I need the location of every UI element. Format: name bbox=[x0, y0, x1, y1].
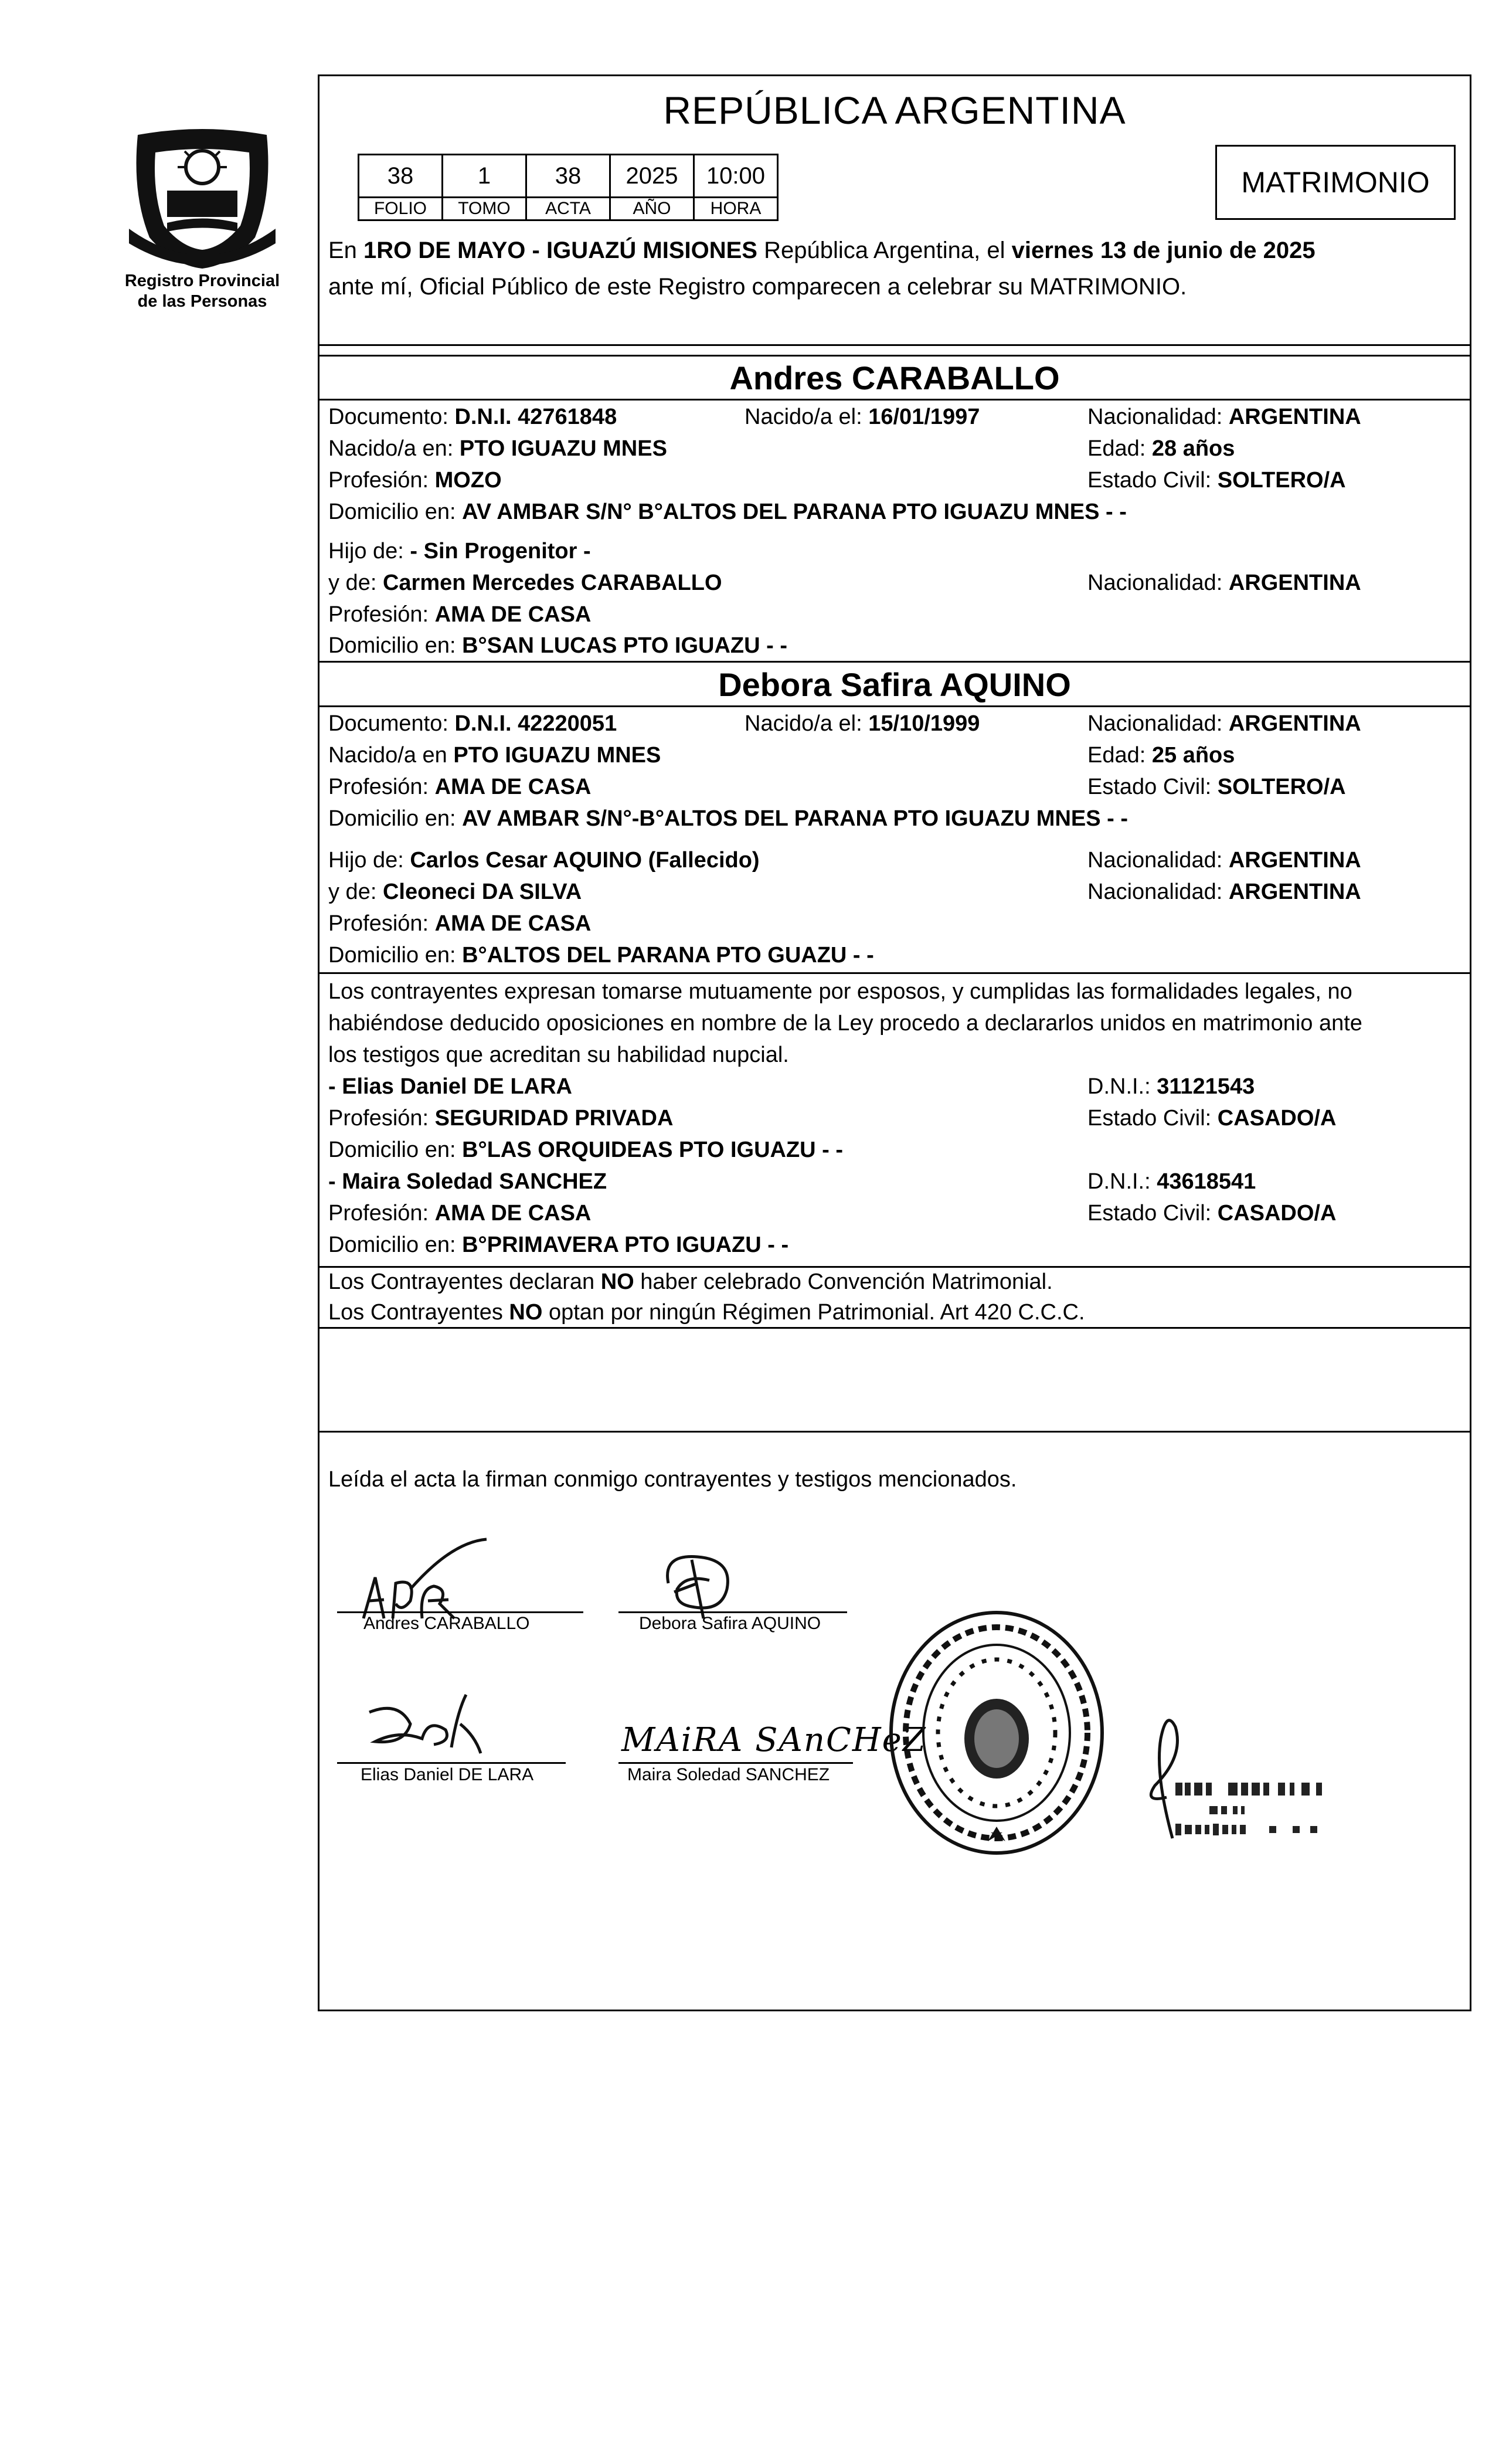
intro-date: viernes 13 de junio de 2025 bbox=[1011, 237, 1316, 263]
value: PTO IGUAZU MNES bbox=[453, 743, 661, 768]
label: D.N.I.: bbox=[1087, 1074, 1157, 1099]
witness1-name: - Elias Daniel DE LARA bbox=[328, 1074, 572, 1099]
divider bbox=[318, 661, 1471, 663]
party1-addr bbox=[328, 498, 1127, 525]
value: AMA DE CASA bbox=[434, 602, 592, 627]
value: ARGENTINA bbox=[1228, 848, 1361, 873]
party2-parent-prof bbox=[328, 910, 591, 937]
label: Estado Civil: bbox=[1087, 775, 1218, 799]
signature-elias-de-lara bbox=[363, 1689, 492, 1765]
value: AMA DE CASA bbox=[434, 1201, 592, 1226]
delegation-stamp bbox=[882, 1604, 1111, 1862]
value: AMA DE CASA bbox=[434, 775, 592, 799]
divider bbox=[318, 1327, 1471, 1329]
year-value: 2025 bbox=[610, 155, 694, 198]
signature-label-elias: Elias Daniel DE LARA bbox=[361, 1765, 534, 1784]
document-title: REPÚBLICA ARGENTINA bbox=[663, 89, 1126, 132]
party2-doc bbox=[328, 710, 617, 737]
label: y de: bbox=[328, 880, 383, 904]
witness2-dni bbox=[1087, 1168, 1256, 1195]
value: D.N.I. 42220051 bbox=[454, 711, 617, 736]
label: Nacionalidad: bbox=[1087, 880, 1229, 904]
divider bbox=[318, 972, 1471, 974]
label: Domicilio en: bbox=[328, 943, 463, 968]
intro-text: República Argentina, el bbox=[757, 237, 1012, 263]
acta-value: 38 bbox=[526, 155, 610, 198]
value: AV AMBAR S/N° B°ALTOS DEL PARANA PTO IGUAZU MNES - - bbox=[462, 500, 1127, 524]
official-name-stamp bbox=[1175, 1765, 1398, 1865]
registry-caption-line1: Registro Provincial bbox=[124, 271, 280, 290]
value: SEGURIDAD PRIVADA bbox=[434, 1106, 674, 1131]
value: ARGENTINA bbox=[1228, 711, 1361, 736]
party2-birthplace bbox=[328, 742, 661, 769]
party2-father bbox=[328, 847, 760, 874]
signature-label-debora: Debora Safira AQUINO bbox=[639, 1614, 821, 1633]
label: Nacido/a el: bbox=[745, 711, 869, 736]
value: SOLTERO/A bbox=[1217, 775, 1346, 799]
party2-addr bbox=[328, 805, 1128, 832]
party2-civil bbox=[1087, 773, 1346, 800]
regime-line2 bbox=[328, 1299, 1085, 1326]
intro-text: En bbox=[328, 237, 364, 263]
witness1-dni bbox=[1087, 1073, 1255, 1100]
intro-line2: ante mí, Oficial Público de este Registro comparecen a celebrar su MATRIMONIO. bbox=[328, 274, 1187, 300]
value: ARGENTINA bbox=[1228, 405, 1361, 429]
intro-line1 bbox=[328, 235, 1316, 266]
tomo-value: 1 bbox=[443, 155, 526, 198]
signature-andres-caraballo bbox=[352, 1530, 504, 1624]
value: B°LAS ORQUIDEAS PTO IGUAZU - - bbox=[462, 1138, 844, 1162]
witness2-name: - Maira Soledad SANCHEZ bbox=[328, 1169, 607, 1194]
party2-parent-addr bbox=[328, 942, 874, 969]
hour-value: 10:00 bbox=[694, 155, 778, 198]
label: Nacionalidad: bbox=[1087, 711, 1229, 736]
divider bbox=[318, 344, 1471, 346]
label: Hijo de: bbox=[328, 539, 410, 564]
no: NO bbox=[509, 1300, 543, 1325]
signature-line bbox=[337, 1611, 583, 1613]
party2-nat bbox=[1087, 710, 1361, 737]
value: CASADO/A bbox=[1217, 1201, 1337, 1226]
divider bbox=[318, 705, 1471, 707]
party1-civil bbox=[1087, 467, 1346, 494]
label: Documento: bbox=[328, 405, 455, 429]
value: AMA DE CASA bbox=[434, 911, 592, 936]
label: Profesión: bbox=[328, 775, 435, 799]
label: Nacionalidad: bbox=[1087, 848, 1229, 873]
value: PTO IGUAZU MNES bbox=[459, 436, 667, 461]
value: 43618541 bbox=[1157, 1169, 1256, 1194]
party1-age bbox=[1087, 435, 1235, 462]
folio-label: FOLIO bbox=[359, 198, 443, 220]
label: Domicilio en: bbox=[328, 500, 463, 524]
party2-father-nat bbox=[1087, 847, 1361, 874]
witness2-civil bbox=[1087, 1200, 1336, 1227]
party1-name: Andres CARABALLO bbox=[729, 359, 1060, 396]
witness1-addr bbox=[328, 1136, 843, 1163]
divider bbox=[318, 1431, 1471, 1433]
party1-mother-nat bbox=[1087, 569, 1361, 596]
value: ARGENTINA bbox=[1228, 571, 1361, 595]
party2-mother-nat bbox=[1087, 878, 1361, 905]
party2-prof bbox=[328, 773, 591, 800]
registry-caption bbox=[106, 271, 299, 312]
witness1-prof bbox=[328, 1105, 673, 1132]
label: Nacido/a en bbox=[328, 743, 454, 768]
declaration-line3: los testigos que acreditan su habilidad nupcial. bbox=[328, 1043, 789, 1067]
text: Los Contrayentes bbox=[328, 1300, 509, 1325]
label: Domicilio en: bbox=[328, 1138, 463, 1162]
divider bbox=[318, 355, 1471, 357]
label: Profesión: bbox=[328, 468, 435, 493]
label: Estado Civil: bbox=[1087, 468, 1218, 493]
value: 31121543 bbox=[1157, 1074, 1255, 1099]
registry-seal-logo bbox=[114, 111, 290, 276]
value: - Sin Progenitor - bbox=[410, 539, 591, 564]
signature-line bbox=[618, 1762, 853, 1764]
value: B°ALTOS DEL PARANA PTO GUAZU - - bbox=[462, 943, 874, 968]
value: ARGENTINA bbox=[1228, 880, 1361, 904]
label: Domicilio en: bbox=[328, 1233, 463, 1257]
party1-father bbox=[328, 538, 591, 565]
value: Cleoneci DA SILVA bbox=[382, 880, 582, 904]
label: Domicilio en: bbox=[328, 633, 463, 658]
label: Profesión: bbox=[328, 602, 435, 627]
party1-nat bbox=[1087, 403, 1361, 430]
value: B°PRIMAVERA PTO IGUAZU - - bbox=[462, 1233, 789, 1257]
signature-line bbox=[337, 1762, 566, 1764]
record-type-box: MATRIMONIO bbox=[1215, 145, 1456, 220]
value: SOLTERO/A bbox=[1217, 468, 1346, 493]
label: Nacionalidad: bbox=[1087, 405, 1229, 429]
label: Profesión: bbox=[328, 1201, 435, 1226]
regime-line1 bbox=[328, 1268, 1053, 1295]
label: Nacionalidad: bbox=[1087, 571, 1229, 595]
signature-line bbox=[618, 1611, 847, 1613]
label: Documento: bbox=[328, 711, 455, 736]
text: haber celebrado Convención Matrimonial. bbox=[634, 1270, 1053, 1294]
value: Carmen Mercedes CARABALLO bbox=[382, 571, 722, 595]
record-header-table bbox=[358, 154, 779, 221]
signature-maira-sanchez: MAiRA SAnCHeZ bbox=[621, 1721, 927, 1759]
divider bbox=[318, 399, 1471, 401]
tomo-label: TOMO bbox=[443, 198, 526, 220]
label: Hijo de: bbox=[328, 848, 410, 873]
label: Nacido/a en: bbox=[328, 436, 460, 461]
hour-label: HORA bbox=[694, 198, 778, 220]
party1-parent-prof bbox=[328, 601, 591, 628]
label: y de: bbox=[328, 571, 383, 595]
party1-mother bbox=[328, 569, 722, 596]
label: Profesión: bbox=[328, 1106, 435, 1131]
text: optan por ningún Régimen Patrimonial. Art 420 C.C.C. bbox=[542, 1300, 1085, 1325]
label: Profesión: bbox=[328, 911, 435, 936]
closing-text: Leída el acta la firman conmigo contrayentes y testigos mencionados. bbox=[328, 1467, 1017, 1492]
year-label: AÑO bbox=[610, 198, 694, 220]
party1-prof bbox=[328, 467, 502, 494]
text: Los Contrayentes declaran bbox=[328, 1270, 601, 1294]
party1-parent-addr bbox=[328, 632, 787, 659]
label: Domicilio en: bbox=[328, 806, 463, 831]
value: B°SAN LUCAS PTO IGUAZU - - bbox=[462, 633, 788, 658]
signature-label-andres: Andres CARABALLO bbox=[363, 1614, 530, 1633]
party2-name: Debora Safira AQUINO bbox=[718, 666, 1071, 703]
declaration-line2: habiéndose deducido oposiciones en nombre de la Ley procedo a declararlos unidos en matrimonio ante bbox=[328, 1011, 1362, 1036]
acta-label: ACTA bbox=[526, 198, 610, 220]
value: D.N.I. 42761848 bbox=[454, 405, 617, 429]
party2-mother bbox=[328, 878, 582, 905]
party2-born bbox=[745, 710, 980, 737]
witness2-prof bbox=[328, 1200, 591, 1227]
value: AV AMBAR S/N°-B°ALTOS DEL PARANA PTO IGUAZU MNES - - bbox=[462, 806, 1128, 831]
party1-doc bbox=[328, 403, 617, 430]
value: 15/10/1999 bbox=[868, 711, 980, 736]
value: 28 años bbox=[1151, 436, 1235, 461]
label: Edad: bbox=[1087, 436, 1152, 461]
party2-age bbox=[1087, 742, 1235, 769]
witness2-addr bbox=[328, 1231, 788, 1258]
no: NO bbox=[600, 1270, 634, 1294]
declaration-line1: Los contrayentes expresan tomarse mutuamente por esposos, y cumplidas las formalidades legales, no bbox=[328, 979, 1352, 1004]
value: 25 años bbox=[1151, 743, 1235, 768]
party1-born bbox=[745, 403, 980, 430]
divider bbox=[318, 1266, 1471, 1268]
label: D.N.I.: bbox=[1087, 1169, 1157, 1194]
witness1-civil bbox=[1087, 1105, 1336, 1132]
label: Edad: bbox=[1087, 743, 1152, 768]
intro-place: 1RO DE MAYO - IGUAZÚ MISIONES bbox=[363, 237, 757, 263]
value: 16/01/1997 bbox=[868, 405, 980, 429]
signature-label-maira: Maira Soledad SANCHEZ bbox=[627, 1765, 830, 1784]
label: Estado Civil: bbox=[1087, 1106, 1218, 1131]
label: Estado Civil: bbox=[1087, 1201, 1218, 1226]
value: CASADO/A bbox=[1217, 1106, 1337, 1131]
label: Nacido/a el: bbox=[745, 405, 869, 429]
value: MOZO bbox=[434, 468, 502, 493]
value: Carlos Cesar AQUINO (Fallecido) bbox=[410, 848, 760, 873]
folio-value: 38 bbox=[359, 155, 443, 198]
party1-birthplace bbox=[328, 435, 667, 462]
registry-caption-line2: de las Personas bbox=[137, 292, 267, 311]
